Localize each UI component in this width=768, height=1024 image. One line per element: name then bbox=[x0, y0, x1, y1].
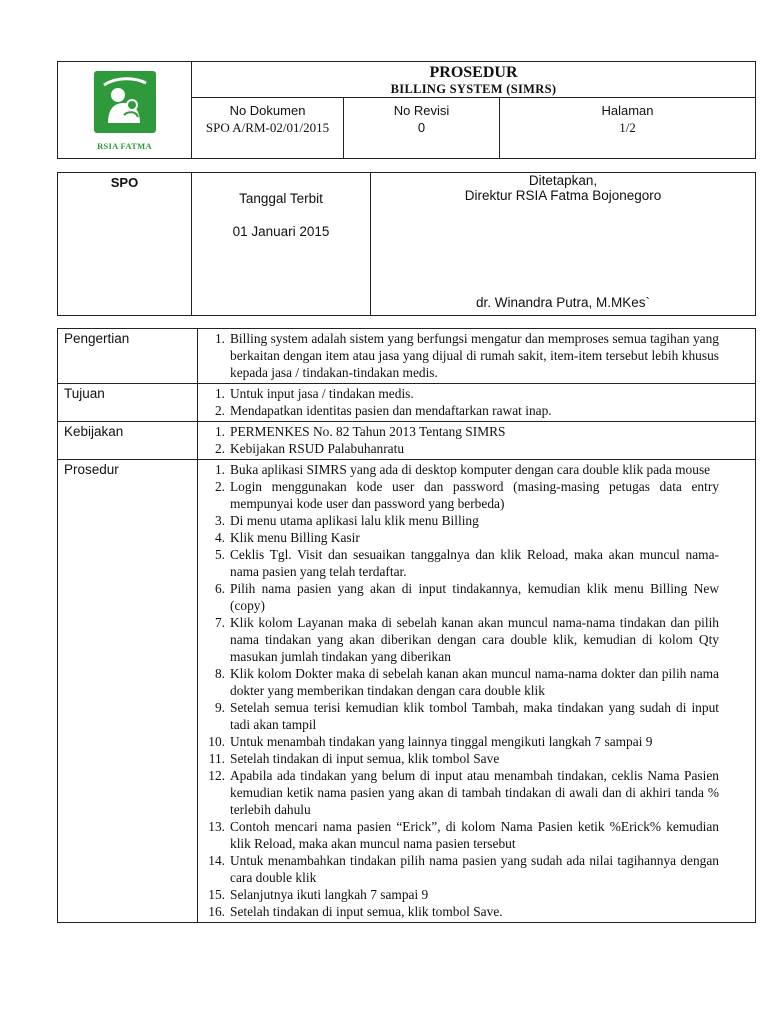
section-label: Tujuan bbox=[58, 384, 198, 422]
list-item-text: Klik kolom Dokter maka di sebelah kanan akan muncul nama-nama dokter dan pilih nama dokter yang memberikan tindakan dengan cara double klik bbox=[230, 666, 719, 698]
list-item bbox=[203, 665, 719, 699]
title-cell bbox=[192, 62, 756, 98]
section-list bbox=[203, 330, 719, 381]
list-item bbox=[203, 886, 719, 903]
list-item-number: 1. bbox=[214, 331, 225, 346]
list-item-text: Pilih nama pasien yang akan di input tindakannya, kemudian klik menu Billing New (copy) bbox=[230, 581, 719, 613]
ditetapkan-text: Ditetapkan, bbox=[528, 173, 598, 188]
list-item bbox=[203, 580, 719, 614]
document-title: PROSEDUR bbox=[429, 64, 518, 81]
no-dokumen-value: SPO A/RM-02/01/2015 bbox=[205, 120, 330, 135]
list-item-number: 14. bbox=[208, 853, 225, 868]
list-item-number: 4. bbox=[214, 530, 225, 545]
list-item-number: 2. bbox=[214, 441, 225, 456]
section-list bbox=[203, 461, 719, 920]
list-item-text: Setelah tindakan di input semua, klik tombol Save. bbox=[230, 904, 503, 919]
list-item-text: Setelah semua terisi kemudian klik tombol Tambah, maka tindakan yang sudah di input tadi akan tampil bbox=[230, 700, 719, 732]
halaman-label: Halaman bbox=[601, 103, 654, 118]
section-row bbox=[58, 460, 756, 923]
list-item-number: 1. bbox=[214, 386, 225, 401]
section-body bbox=[198, 384, 756, 422]
list-item bbox=[203, 423, 719, 440]
list-item bbox=[203, 767, 719, 818]
list-item-text: PERMENKES No. 82 Tahun 2013 Tentang SIMRS bbox=[230, 424, 506, 439]
list-item-number: 10. bbox=[208, 734, 225, 749]
tanggal-terbit-label: Tanggal Terbit bbox=[239, 191, 323, 206]
spo-table bbox=[57, 172, 756, 316]
list-item bbox=[203, 529, 719, 546]
penandatangan-text: dr. Winandra Putra, M.MKes` bbox=[475, 295, 651, 310]
section-label: Pengertian bbox=[58, 329, 198, 384]
section-label: Prosedur bbox=[58, 460, 198, 923]
list-item bbox=[203, 750, 719, 767]
list-item-number: 3. bbox=[214, 513, 225, 528]
list-item bbox=[203, 818, 719, 852]
list-item bbox=[203, 903, 719, 920]
section-row bbox=[58, 329, 756, 384]
logo-cell bbox=[58, 62, 192, 159]
list-item-number: 16. bbox=[208, 904, 225, 919]
list-item-number: 5. bbox=[214, 547, 225, 562]
list-item bbox=[203, 330, 719, 381]
list-item-number: 1. bbox=[214, 424, 225, 439]
document-subtitle: BILLING SYSTEM (SIMRS) bbox=[390, 82, 557, 96]
list-item bbox=[203, 402, 719, 419]
section-list bbox=[203, 423, 719, 457]
list-item-number: 11. bbox=[208, 751, 225, 766]
no-revisi-label: No Revisi bbox=[393, 103, 450, 118]
spo-label: SPO bbox=[58, 173, 192, 316]
list-item-number: 9. bbox=[214, 700, 225, 715]
no-dokumen-label: No Dokumen bbox=[229, 103, 306, 118]
list-item-text: Mendapatkan identitas pasien dan mendaftarkan rawat inap. bbox=[230, 403, 552, 418]
list-item-text: Buka aplikasi SIMRS yang ada di desktop komputer dengan cara double klik pada mouse bbox=[230, 462, 711, 477]
list-item-number: 6. bbox=[214, 581, 225, 596]
list-item bbox=[203, 546, 719, 580]
logo-text: RSIA FATMA bbox=[97, 141, 152, 151]
header-table bbox=[57, 61, 756, 159]
list-item-number: 7. bbox=[214, 615, 225, 630]
penetapan-cell bbox=[371, 173, 756, 316]
list-item-text: Di menu utama aplikasi lalu klik menu Billing bbox=[230, 513, 479, 528]
list-item-text: Klik kolom Layanan maka di sebelah kanan akan muncul nama-nama tindakan dan pilih nama tindakan yang akan diberikan dengan cara double klik, kemudian di kolom Qty masukan jumlah tindakan yang diberikan bbox=[230, 615, 719, 664]
list-item bbox=[203, 440, 719, 457]
list-item-number: 8. bbox=[214, 666, 225, 681]
list-item-text: Klik menu Billing Kasir bbox=[230, 530, 360, 545]
list-item bbox=[203, 699, 719, 733]
section-label: Kebijakan bbox=[58, 422, 198, 460]
tanggal-terbit-cell bbox=[192, 173, 371, 316]
list-item bbox=[203, 385, 719, 402]
list-item-number: 1. bbox=[214, 462, 225, 477]
list-item bbox=[203, 478, 719, 512]
section-body bbox=[198, 329, 756, 384]
list-item bbox=[203, 461, 719, 478]
section-list bbox=[203, 385, 719, 419]
list-item bbox=[203, 733, 719, 750]
jabatan-text: Direktur RSIA Fatma Bojonegoro bbox=[464, 188, 662, 203]
list-item bbox=[203, 614, 719, 665]
list-item-text: Login menggunakan kode user dan password (masing-masing petugas data entry mempunyai kode user dan password yang berbeda) bbox=[230, 479, 719, 511]
section-row bbox=[58, 422, 756, 460]
list-item-text: Contoh mencari nama pasien “Erick”, di kolom Nama Pasien ketik %Erick% kemudian klik Reload, maka akan muncul nama pasien tersebut bbox=[230, 819, 719, 851]
list-item-text: Ceklis Tgl. Visit dan sesuaikan tanggalnya dan klik Reload, maka akan muncul nama-nama pasien yang telah terdaftar. bbox=[230, 547, 719, 579]
no-revisi-value: 0 bbox=[417, 120, 426, 135]
list-item-number: 2. bbox=[214, 479, 225, 494]
list-item-text: Kebijakan RSUD Palabuhanratu bbox=[230, 441, 405, 456]
section-row bbox=[58, 384, 756, 422]
halaman-value: 1/2 bbox=[619, 120, 636, 135]
list-item-text: Untuk menambah tindakan yang lainnya tinggal mengikuti langkah 7 sampai 9 bbox=[230, 734, 653, 749]
list-item-text: Apabila ada tindakan yang belum di input atau menambah tindakan, ceklis Nama Pasien kemudian ketik nama pasien yang akan di tambah tindakan di awali dan di akhiri tanda % terlebih dahulu bbox=[230, 768, 719, 817]
section-body bbox=[198, 460, 756, 923]
content-table bbox=[57, 328, 756, 923]
list-item-text: Untuk menambahkan tindakan pilih nama pasien yang sudah ada nilai tagihannya dengan cara double klik bbox=[230, 853, 719, 885]
list-item-text: Billing system adalah sistem yang berfungsi mengatur dan memproses semua tagihan yang berkaitan dengan item atau jasa yang dijual di rumah sakit, item-item tersebut lebih khusus kepada jasa / tindakan-tindakan medis. bbox=[230, 331, 719, 380]
list-item-number: 12. bbox=[208, 768, 225, 783]
list-item-text: Selanjutnya ikuti langkah 7 sampai 9 bbox=[230, 887, 429, 902]
list-item bbox=[203, 852, 719, 886]
list-item-text: Untuk input jasa / tindakan medis. bbox=[230, 386, 414, 401]
list-item-number: 2. bbox=[214, 403, 225, 418]
halaman-cell bbox=[500, 98, 756, 159]
list-item bbox=[203, 512, 719, 529]
list-item-number: 15. bbox=[208, 887, 225, 902]
list-item-number: 13. bbox=[208, 819, 225, 834]
no-revisi-cell bbox=[344, 98, 500, 159]
no-dokumen-cell bbox=[192, 98, 344, 159]
tanggal-terbit-value: 01 Januari 2015 bbox=[232, 224, 330, 239]
section-body bbox=[198, 422, 756, 460]
list-item-text: Setelah tindakan di input semua, klik tombol Save bbox=[230, 751, 500, 766]
hospital-logo bbox=[94, 71, 156, 133]
